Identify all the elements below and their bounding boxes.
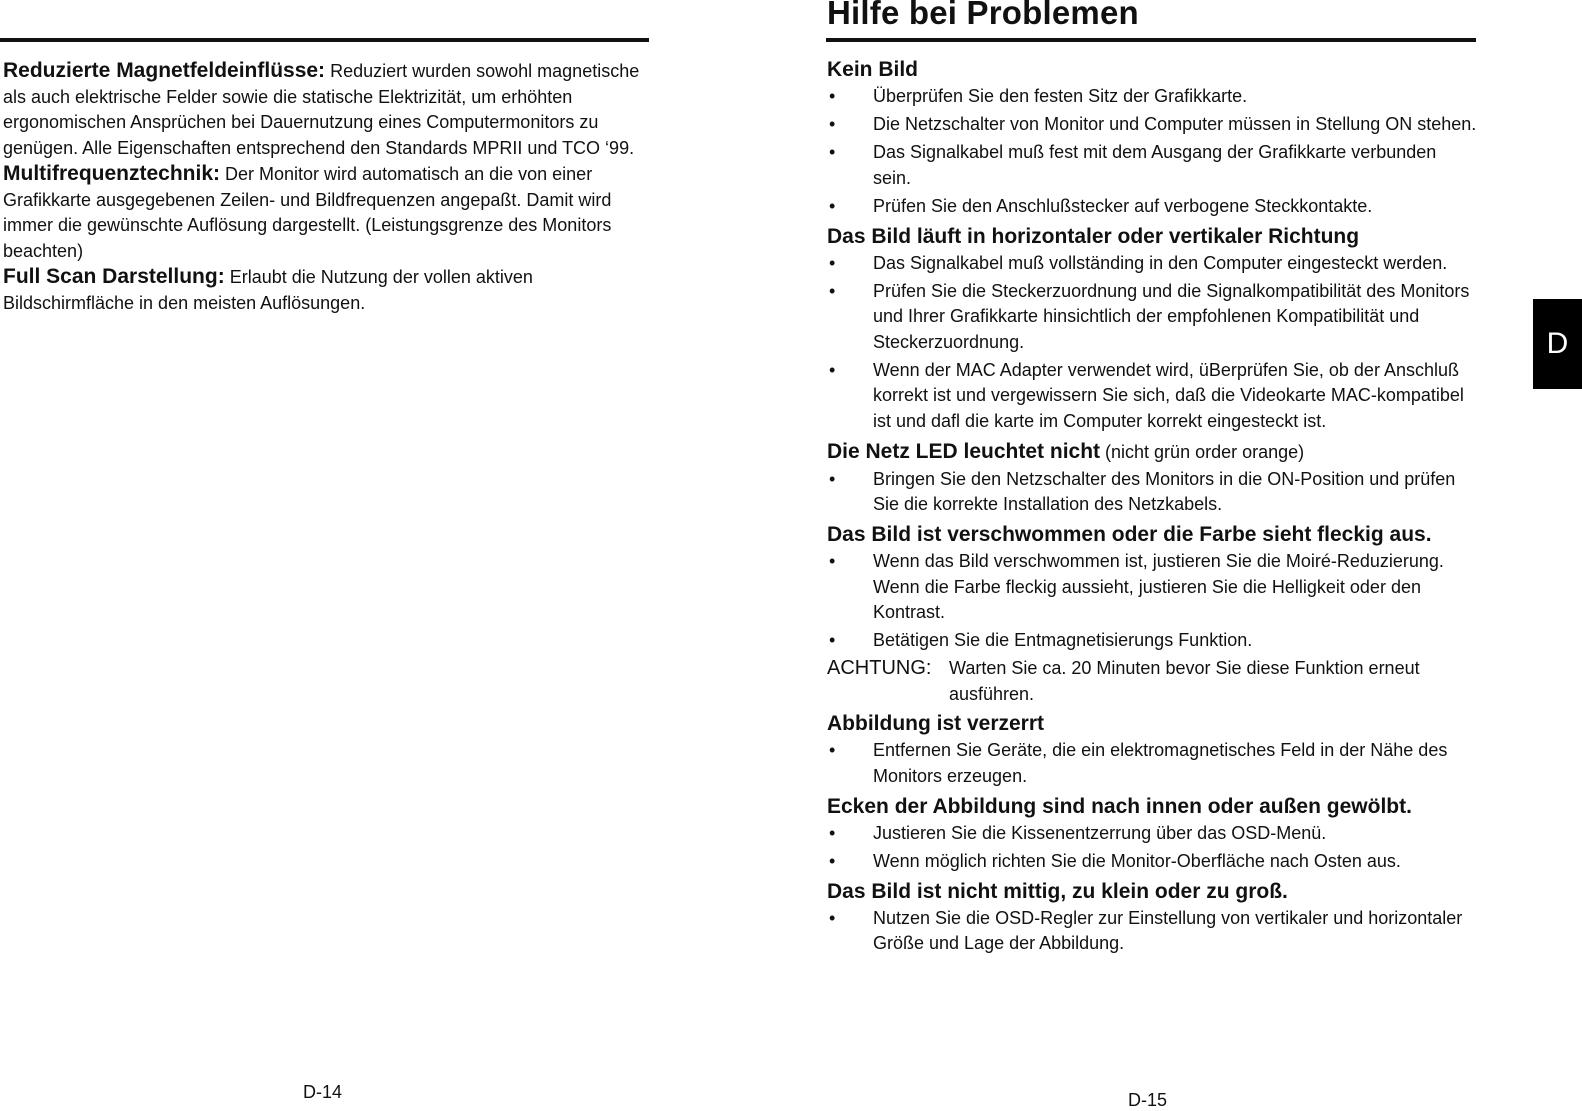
list-item: • Das Signalkabel muß vollständing in den Computer eingesteckt werden.: [827, 251, 1477, 277]
section-verschwommen: [827, 520, 1477, 707]
list-item: • Wenn möglich richten Sie die Monitor-Oberfläche nach Osten aus.: [827, 849, 1477, 875]
left-page-number: D-14: [303, 1082, 343, 1102]
right-page-body: [827, 55, 1477, 959]
warning-text: Warten Sie ca. 20 Minuten bevor Sie diese Funktion erneut ausführen.: [949, 658, 1420, 704]
list-item: • Überprüfen Sie den festen Sitz der Grafikkarte.: [827, 84, 1477, 110]
feature-paragraph: [3, 264, 643, 316]
section-heading: Kein Bild: [827, 58, 919, 81]
section-netz-led: [827, 437, 1477, 518]
feature-text: Der Monitor wird automatisch an die von einer Grafikkarte ausgegebenen Zeilen- und Bildfrequenzen angepaßt. Damit wird immer die gewünschte Auflösung dargestellt. (Leistungsgrenze des Monitors beachten): [3, 164, 612, 261]
list-item: • Bringen Sie den Netzschalter des Monitors in die ON-Position und prüfen Sie die korrekte Installation des Netzkabels.: [827, 467, 1477, 518]
section-heading: Ecken der Abbildung sind nach innen oder außen gewölbt.: [827, 794, 1412, 818]
feature-paragraph: [3, 58, 643, 161]
section-verzerrt: [827, 709, 1477, 789]
feature-lead: Full Scan Darstellung:: [3, 265, 225, 288]
list-item: • Das Signalkabel muß fest mit dem Ausgang der Grafikkarte verbunden sein.: [827, 140, 1477, 191]
feature-text: Reduziert wurden sowohl magnetische als auch elektrische Felder sowie die statische Elektrizität, um erhöhten ergonomischen Ansprüchen bei Dauernutzung eines Computermonitors zu genügen. Alle Eigenschaften entsprechend den Standards MPRII und TCO ‘99.: [3, 61, 640, 158]
feature-text: Erlaubt die Nutzung der vollen aktiven Bildschirmfläche in den meisten Auflösungen.: [3, 267, 533, 313]
feature-lead: Multifrequenztechnik:: [3, 162, 221, 185]
list-item: • Wenn der MAC Adapter verwendet wird, üBerprüfen Sie, ob der Anschluß korrekt ist und vergewissern Sie sich, daß die Videokarte MAC-kompatibel ist und dafl die karte im Computer korrekt eingesteckt ist.: [827, 358, 1477, 435]
bullet-list: [827, 906, 1477, 957]
left-page-body: [3, 58, 643, 316]
section-subheading: (nicht grün order orange): [1100, 441, 1305, 462]
bullet-list: [827, 821, 1477, 875]
section-heading: Abbildung ist verzerrt: [827, 712, 1045, 735]
section-heading: [827, 437, 1477, 467]
warning-label: ACHTUNG:: [827, 657, 932, 679]
list-item: • Wenn das Bild verschwommen ist, justieren Sie die Moiré-Reduzierung. Wenn die Farbe fleckig aussieht, justieren Sie die Helligkeit oder den Kontrast.: [827, 549, 1477, 626]
warning-note: [827, 656, 1477, 707]
list-item: • Betätigen Sie die Entmagnetisierungs Funktion.: [827, 628, 1477, 654]
section-heading: Das Bild läuft in horizontaler oder vertikaler Richtung: [827, 224, 1360, 248]
feature-paragraph: [3, 161, 643, 264]
page-title: Hilfe bei Problemen: [827, 0, 1139, 31]
list-item: • Entfernen Sie Geräte, die ein elektromagnetisches Feld in der Nähe des Monitors erzeugen.: [827, 738, 1477, 789]
section-ecken: [827, 792, 1477, 875]
section-kein-bild: [827, 55, 1477, 219]
list-item: • Nutzen Sie die OSD-Regler zur Einstellung von vertikaler und horizontaler Größe und Lage der Abbildung.: [827, 906, 1477, 957]
bullet-list: [827, 84, 1477, 219]
section-bild-laeuft: [827, 222, 1477, 435]
list-item: • Prüfen Sie die Steckerzuordnung und die Signalkompatibilität des Monitors und Ihrer Grafikkarte hinsichtlich der empfohlenen Kompatibilität und Steckerzuordnung.: [827, 279, 1477, 356]
left-header-rule: [0, 38, 649, 42]
list-item: • Justieren Sie die Kissenentzerrung über das OSD-Menü.: [827, 821, 1477, 847]
right-page-number: D-15: [1128, 1090, 1168, 1110]
section-heading-main: Die Netz LED leuchtet nicht: [827, 439, 1101, 463]
language-tab: D: [1533, 299, 1582, 389]
bullet-list: [827, 467, 1477, 518]
section-heading: Das Bild ist verschwommen oder die Farbe sieht fleckig aus.: [827, 523, 1432, 546]
list-item: • Die Netzschalter von Monitor und Computer müssen in Stellung ON stehen.: [827, 112, 1477, 138]
right-header-rule: [826, 38, 1476, 42]
bullet-list: [827, 549, 1477, 654]
bullet-list: [827, 251, 1477, 435]
list-item: • Prüfen Sie den Anschlußstecker auf verbogene Steckkontakte.: [827, 194, 1477, 220]
bullet-list: [827, 738, 1477, 789]
feature-lead: Reduzierte Magnetfeldeinflüsse:: [3, 59, 326, 82]
section-heading: Das Bild ist nicht mittig, zu klein oder zu groß.: [827, 879, 1288, 903]
section-nicht-mittig: [827, 877, 1477, 957]
